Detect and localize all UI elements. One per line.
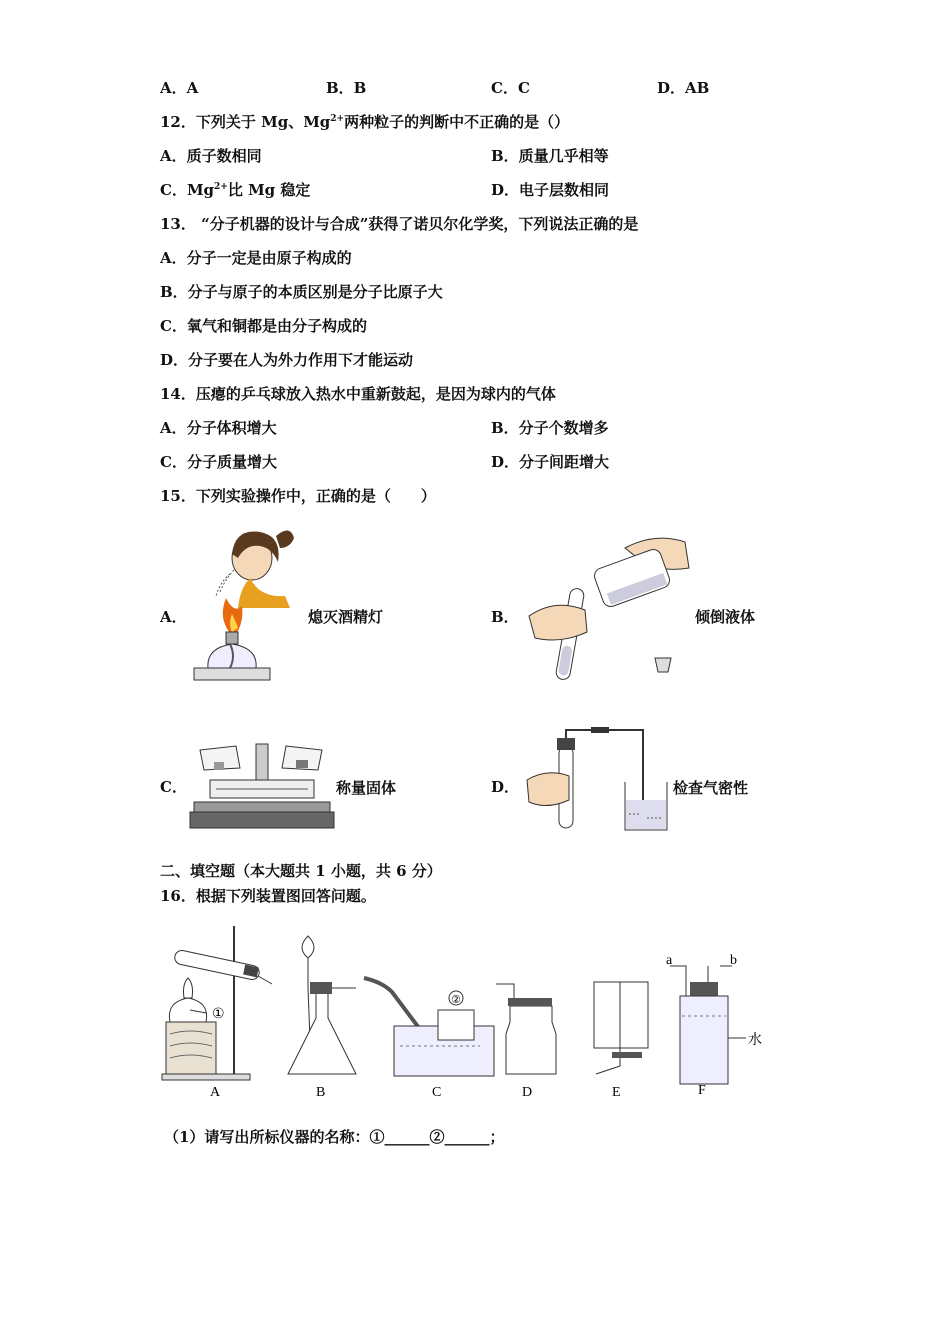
q14-option-b: B．分子个数增多	[491, 419, 609, 437]
q12-option-c: C．$Mg^{2+}$比 Mg 稳定	[160, 181, 311, 199]
apparatus-diagram	[160, 922, 770, 1102]
q14-stem: 14．压瘪的乒乓球放入热水中重新鼓起，是因为球内的气体	[160, 385, 556, 403]
q15-caption-d: 检查气密性	[673, 779, 749, 797]
label-d: D	[522, 1085, 533, 1100]
q13-stem: 13． “分子机器的设计与合成”获得了诺贝尔化学奖，下列说法正确的是	[160, 215, 639, 233]
pouring-liquid-illustration	[525, 528, 695, 683]
q12-option-a: A．质子数相同	[160, 147, 262, 165]
balance-illustration	[190, 740, 335, 832]
label-e: E	[612, 1085, 621, 1100]
q14-option-c: C．分子质量增大	[160, 453, 277, 471]
q13-option-c: C．氧气和铜都是由分子构成的	[160, 317, 367, 335]
q13-option-d: D．分子要在人为外力作用下才能运动	[160, 351, 414, 369]
q12-stem: 12．下列关于 Mg、$Mg^{2+}$两种粒子的判断中不正确的是（）	[160, 113, 570, 131]
q12-option-d: D．电子层数相同	[491, 181, 610, 199]
apparatus-d	[496, 984, 556, 1074]
q15-caption-a: 熄灭酒精灯	[308, 608, 384, 626]
q15-letter-a: A．	[160, 608, 187, 626]
mark-1: ①	[212, 1006, 225, 1022]
q15-letter-d: D．	[491, 778, 520, 796]
label-b: B	[316, 1085, 326, 1100]
label-f: F	[698, 1083, 706, 1098]
q13-option-b: B．分子与原子的本质区别是分子比原子大	[160, 283, 443, 301]
q14-option-a: A．分子体积增大	[160, 419, 277, 437]
q14-option-d: D．分子间距增大	[491, 453, 610, 471]
blowing-lamp-illustration	[190, 518, 300, 688]
q15-stem: 15．下列实验操作中，正确的是（ ）	[160, 487, 436, 505]
mark-2: ②	[451, 993, 461, 1006]
label-a: A	[210, 1085, 221, 1100]
apparatus-a	[162, 926, 272, 1080]
apparatus-c	[364, 978, 494, 1100]
q16-stem: 16．根据下列装置图回答问题。	[160, 887, 376, 905]
q11-option-c: C．C	[491, 79, 530, 97]
apparatus-b	[288, 936, 356, 1074]
q15-letter-c: C．	[160, 778, 187, 796]
q16-sub1: （1）请写出所标仪器的名称：①______②______；	[164, 1128, 505, 1146]
section2-heading: 二、填空题（本大题共 1 小题，共 6 分）	[160, 862, 442, 880]
apparatus-e	[594, 982, 648, 1074]
label-c: C	[432, 1085, 442, 1100]
q15-caption-b: 倾倒液体	[695, 608, 756, 626]
q11-option-a: A．A	[160, 79, 199, 97]
apparatus-f	[666, 953, 762, 1084]
q15-letter-b: B．	[491, 608, 519, 626]
q12-option-b: B．质量几乎相等	[491, 147, 609, 165]
q11-option-d: D．AB	[657, 79, 710, 97]
q15-caption-c: 称量固体	[336, 779, 397, 797]
port-b-label: b	[730, 953, 737, 968]
airtightness-illustration	[523, 726, 673, 832]
water-label: 水	[748, 1032, 762, 1048]
q13-option-a: A．分子一定是由原子构成的	[160, 249, 352, 267]
q11-option-b: B．B	[326, 79, 367, 97]
port-a-label: a	[666, 953, 673, 968]
